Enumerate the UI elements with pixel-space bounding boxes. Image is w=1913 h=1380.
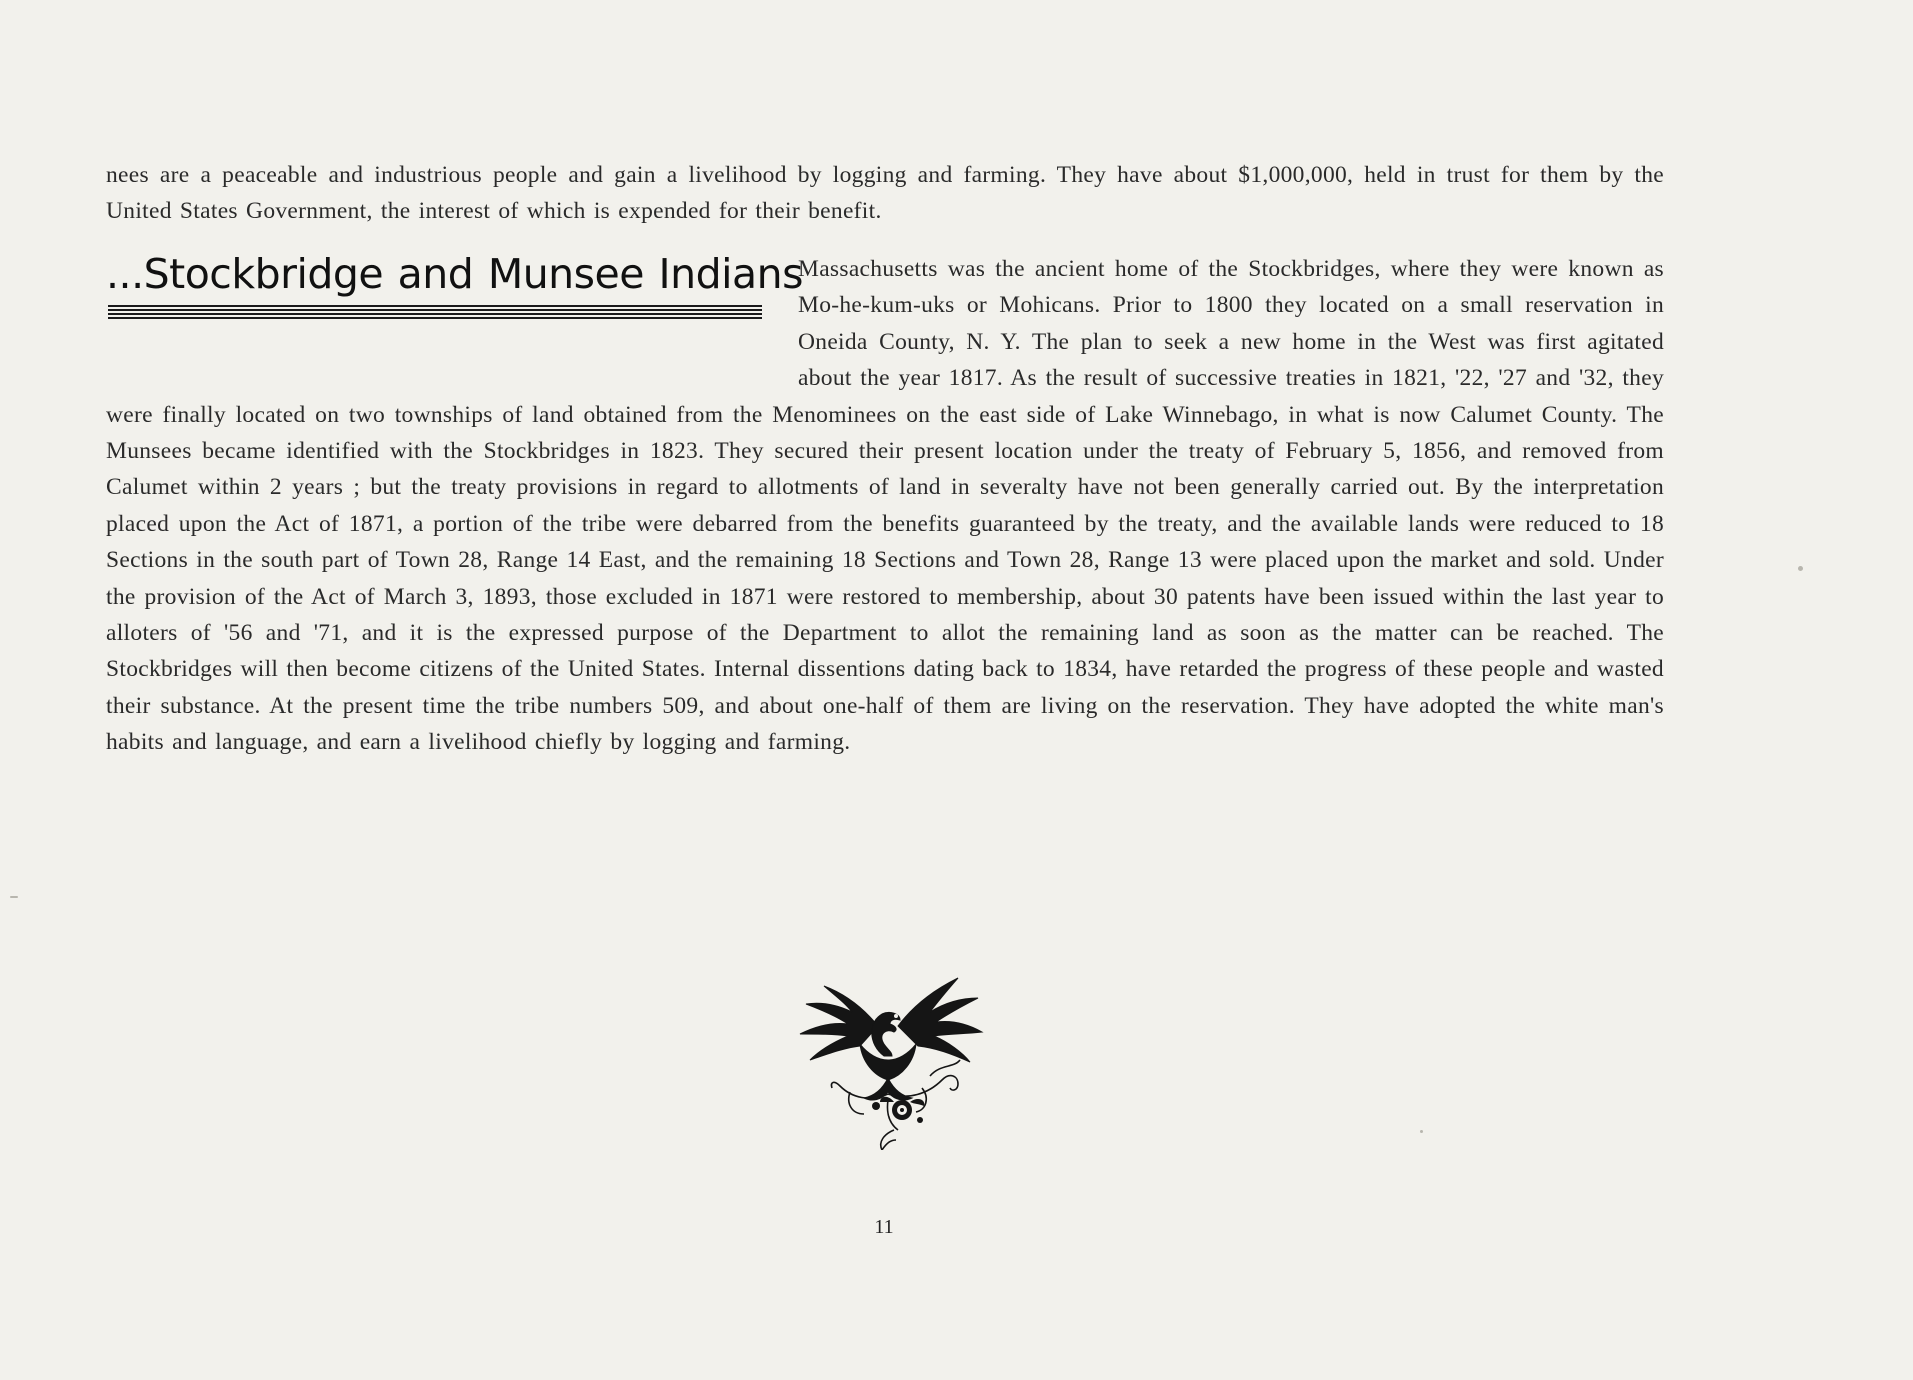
heading-rule: [108, 305, 762, 307]
eagle-vignette-icon: [790, 964, 986, 1150]
heading-rule: [108, 313, 762, 315]
paper-speck: [1420, 1130, 1423, 1133]
stockbridge-section: [106, 251, 1664, 761]
heading-rule-lines: [108, 305, 762, 321]
paper-speck: [1798, 566, 1803, 571]
section-body-text: Massachusetts was the ancient home of the Stockbridges, where they were known as Mo-he-kum-uks or Mohicans. Prior to 1800 they located on a small reservation in Oneida County, N. Y. The plan to seek a new home in the West was first agitated about the year 1817. As the result of successive treaties in 1821, '22, '27 and '32, they were finally located on two townships of land obtained from the Menominees on the east side of Lake Winnebago, in what is now Calumet County. The Munsees became identified with the Stockbridges in 1823. They secured their present location under the treaty of February 5, 1856, and removed from Calumet within 2 years ; but the treaty provisions in regard to allotments of land in severalty have not been generally carried out. By the interpretation placed upon the Act of 1871, a portion of the tribe were debarred from the benefits guaranteed by the treaty, and the available lands were reduced to 18 Sections in the south part of Town 28, Range 14 East, and the remaining 18 Sections and Town 28, Range 13 were placed upon the market and sold. Under the provision of the Act of March 3, 1893, those excluded in 1871 were restored to membership, about 30 patents have been issued within the last year to alloters of '56 and '71, and it is the expressed purpose of the Department to allot the remaining land as soon as the matter can be reached. The Stockbridges will then become citizens of the United States. Internal dissentions dating back to 1834, have retarded the progress of these people and wasted their substance. At the present time the tribe numbers 509, and about one-half of them are living on the reservation. They have adopted the white man's habits and language, and earn a livelihood chiefly by logging and farming.: [106, 256, 1664, 756]
heading-rule: [108, 317, 762, 319]
section-heading: ...Stockbridge and Munsee Indians: [106, 250, 803, 298]
heading-rule: [108, 309, 762, 311]
section-heading-box: [106, 249, 803, 364]
page-number: 11: [874, 1216, 894, 1238]
intro-text: nees are a peaceable and industrious people and gain a livelihood by logging and farming. They have about $1,000,000, held in trust for them by the United States Government, the interest of which is expended for their benefit.: [106, 162, 1664, 225]
intro-paragraph: [106, 157, 1664, 230]
paper-speck: [10, 896, 18, 898]
